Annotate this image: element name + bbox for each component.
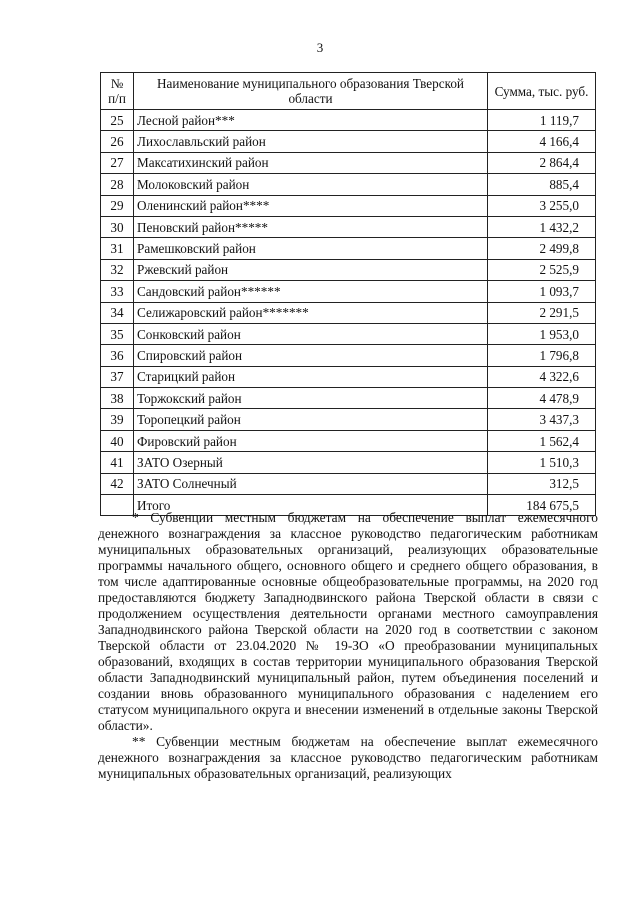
row-name: Старицкий район <box>134 366 488 387</box>
row-num: 38 <box>101 388 134 409</box>
table-row <box>101 216 596 237</box>
row-num: 30 <box>101 216 134 237</box>
row-sum: 4 322,6 <box>488 366 596 387</box>
row-num: 26 <box>101 131 134 152</box>
row-num: 29 <box>101 195 134 216</box>
footnotes <box>98 510 598 782</box>
table-header-row <box>101 73 596 110</box>
table-row <box>101 152 596 173</box>
row-sum: 2 291,5 <box>488 302 596 323</box>
row-sum: 1 562,4 <box>488 430 596 451</box>
row-sum: 1 510,3 <box>488 452 596 473</box>
subsidy-table <box>100 72 596 516</box>
row-num: 34 <box>101 302 134 323</box>
row-name: Максатихинский район <box>134 152 488 173</box>
table-row <box>101 323 596 344</box>
row-name: Молоковский район <box>134 174 488 195</box>
row-name: ЗАТО Озерный <box>134 452 488 473</box>
row-name: Ржевский район <box>134 259 488 280</box>
header-num: № п/п <box>101 73 134 110</box>
row-name: Торопецкий район <box>134 409 488 430</box>
table-row <box>101 452 596 473</box>
row-num: 27 <box>101 152 134 173</box>
header-sum: Сумма, тыс. руб. <box>488 73 596 110</box>
row-sum: 3 437,3 <box>488 409 596 430</box>
row-name: Сандовский район****** <box>134 281 488 302</box>
row-num: 33 <box>101 281 134 302</box>
table-row <box>101 174 596 195</box>
row-num: 41 <box>101 452 134 473</box>
row-name: Сонковский район <box>134 323 488 344</box>
row-sum: 1 796,8 <box>488 345 596 366</box>
table-row <box>101 366 596 387</box>
row-sum: 312,5 <box>488 473 596 494</box>
row-num: 36 <box>101 345 134 366</box>
page-number: 3 <box>316 40 324 55</box>
table-row <box>101 131 596 152</box>
row-sum: 4 478,9 <box>488 388 596 409</box>
row-sum: 1 432,2 <box>488 216 596 237</box>
row-num: 32 <box>101 259 134 280</box>
table-row <box>101 345 596 366</box>
table-row <box>101 110 596 131</box>
table-row <box>101 430 596 451</box>
row-name: Спировский район <box>134 345 488 366</box>
row-name: Пеновский район***** <box>134 216 488 237</box>
total-sum: 184 675,5 <box>488 495 596 516</box>
row-num: 25 <box>101 110 134 131</box>
row-sum: 2 525,9 <box>488 259 596 280</box>
row-num: 40 <box>101 430 134 451</box>
row-num: 39 <box>101 409 134 430</box>
table-row <box>101 409 596 430</box>
row-name: Рамешковский район <box>134 238 488 259</box>
row-name: Селижаровский район******* <box>134 302 488 323</box>
row-num: 42 <box>101 473 134 494</box>
table-row <box>101 388 596 409</box>
table-row <box>101 473 596 494</box>
row-sum: 1 953,0 <box>488 323 596 344</box>
row-sum: 2 499,8 <box>488 238 596 259</box>
row-name: Оленинский район**** <box>134 195 488 216</box>
table-row <box>101 238 596 259</box>
row-sum: 3 255,0 <box>488 195 596 216</box>
row-num: 35 <box>101 323 134 344</box>
footnote-paragraph: * Субвенции местным бюджетам на обеспечение выплат ежемесячного денежного вознаграждения за классное руководство педагогическим работникам муниципальных образовательных организаций, реализующих образовательные программы начального общего, основного общего и среднего общего образования, в том числе адаптированные основные общеобразовательные программы, на 2020 год предоставляются бюджету Западнодвинского района Тверской области в связи с продолжением осуществления деятельности органами местного самоуправления Западнодвинского района Тверской области на 2020 год в соответствии с законом Тверской области от 23.04.2020 № 19-ЗО «О преобразовании муниципальных образований, входящих в состав территории муниципального образования Тверской области Западнодвинский муниципальный район, путем объединения поселений и создании вновь образованного муниципального образования с наделением его статусом муниципального округа и внесении изменений в отдельные законы Тверской области». <box>98 510 598 733</box>
table-row <box>101 302 596 323</box>
row-num: 31 <box>101 238 134 259</box>
table-row <box>101 259 596 280</box>
row-sum: 4 166,4 <box>488 131 596 152</box>
header-name: Наименование муниципального образования Тверской области <box>134 73 488 110</box>
row-sum: 1 119,7 <box>488 110 596 131</box>
total-label: Итого <box>134 495 488 516</box>
row-name: Лесной район*** <box>134 110 488 131</box>
row-name: Торжокский район <box>134 388 488 409</box>
row-sum: 885,4 <box>488 174 596 195</box>
table-row <box>101 195 596 216</box>
row-sum: 1 093,7 <box>488 281 596 302</box>
row-name: ЗАТО Солнечный <box>134 473 488 494</box>
row-num: 28 <box>101 174 134 195</box>
row-num: 37 <box>101 366 134 387</box>
row-name: Фировский район <box>134 430 488 451</box>
row-sum: 2 864,4 <box>488 152 596 173</box>
table-row <box>101 281 596 302</box>
footnote-paragraph: ** Субвенции местным бюджетам на обеспечение выплат ежемесячного денежного вознаграждения за классное руководство педагогическим работникам муниципальных образовательных организаций, реализующих <box>98 734 598 781</box>
row-name: Лихославльский район <box>134 131 488 152</box>
